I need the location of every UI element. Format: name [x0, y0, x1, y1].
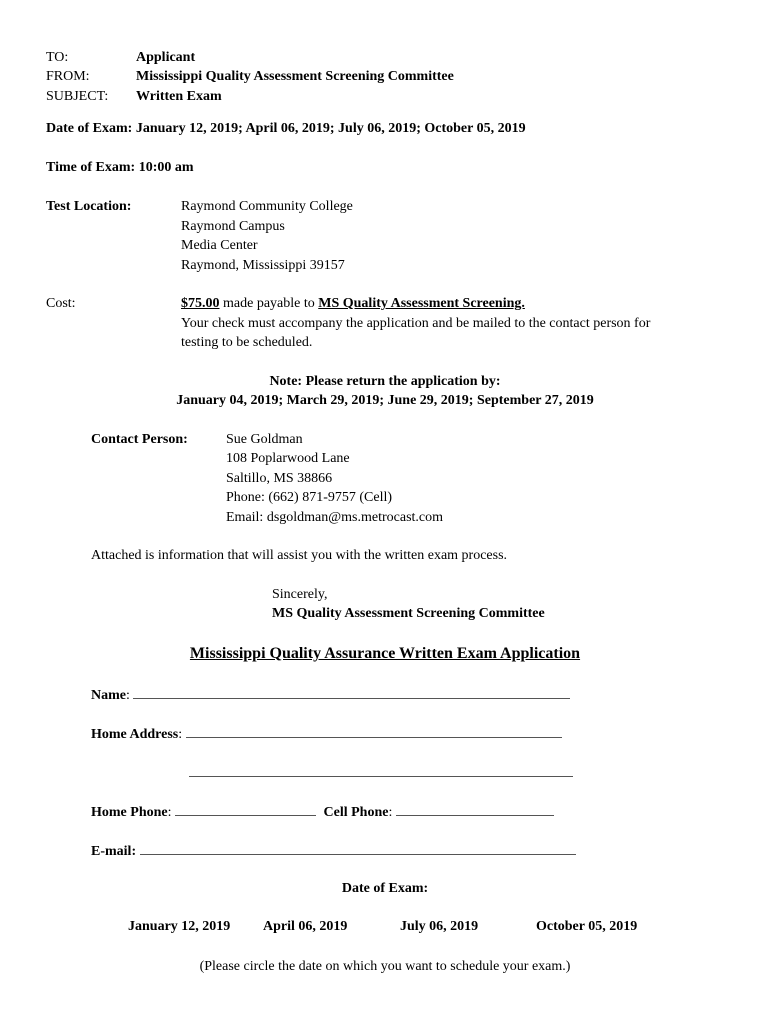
address-field-line-2[interactable]: [189, 763, 573, 777]
home-phone-field[interactable]: [175, 802, 316, 816]
email-field[interactable]: [140, 841, 576, 855]
address-field[interactable]: [186, 724, 562, 738]
contact-line: Phone: (662) 871-9757 (Cell): [226, 490, 393, 505]
cost-payee: MS Quality Assessment Screening.: [318, 296, 525, 311]
note-line-1: Note: Please return the application by:: [269, 374, 501, 389]
cost-line-2: Your check must accompany the application and be mailed to the contact person for: [181, 316, 651, 331]
cell-phone-label: Cell Phone: [323, 805, 389, 820]
date-option-april[interactable]: April 06, 2019: [263, 919, 348, 934]
signer: MS Quality Assessment Screening Committee: [272, 606, 545, 621]
cost-line: [181, 295, 525, 312]
location-line: Raymond, Mississippi 39157: [181, 258, 345, 273]
date-option-january[interactable]: January 12, 2019: [128, 919, 231, 934]
name-label: Name: [91, 688, 126, 703]
form-title: Mississippi Quality Assurance Written Exam Application: [189, 645, 581, 662]
exam-time-value: 10:00 am: [138, 160, 194, 175]
subject-value: Written Exam: [136, 89, 222, 104]
exam-dates: January 12, 2019; April 06, 2019; July 06, 2019; October 05, 2019: [135, 121, 526, 136]
exam-dates-line: [46, 120, 526, 137]
exam-time-label: Time of Exam:: [46, 160, 136, 175]
cost-line-3: testing to be scheduled.: [181, 335, 313, 350]
from-value: Mississippi Quality Assessment Screening Committee: [136, 69, 454, 84]
location-line: Raymond Campus: [181, 219, 285, 234]
home-phone-label: Home Phone: [91, 805, 168, 820]
to-label: TO:: [46, 50, 69, 65]
address-label: Home Address: [91, 727, 179, 742]
contact-line: 108 Poplarwood Lane: [226, 451, 350, 466]
from-label: FROM:: [46, 69, 90, 84]
date-option-october[interactable]: October 05, 2019: [536, 919, 638, 934]
contact-label: Contact Person:: [91, 432, 188, 447]
name-row: Name:: [91, 685, 570, 704]
name-field[interactable]: [133, 685, 570, 699]
location-label: Test Location:: [46, 199, 132, 214]
date-option-july[interactable]: July 06, 2019: [400, 919, 479, 934]
contact-line: Sue Goldman: [226, 432, 303, 447]
attached-text: Attached is information that will assist you with the written exam process.: [91, 548, 508, 563]
cost-label: Cost:: [46, 296, 76, 311]
email-row: [91, 841, 576, 860]
closing: Sincerely,: [272, 587, 328, 602]
subject-label: SUBJECT:: [46, 89, 109, 104]
address-row-2: [189, 763, 573, 782]
contact-line: Saltillo, MS 38866: [226, 471, 333, 486]
phone-row: Home Phone: Cell Phone:: [91, 802, 554, 821]
to-value: Applicant: [136, 50, 196, 65]
cell-phone-field[interactable]: [396, 802, 554, 816]
exam-time-line: [46, 159, 194, 176]
location-line: Raymond Community College: [181, 199, 353, 214]
address-row: Home Address:: [91, 724, 562, 743]
contact-email: Email: dsgoldman@ms.metrocast.com: [226, 510, 444, 525]
cost-payable-text: made payable to: [223, 296, 315, 311]
cost-amount: $75.00: [181, 296, 220, 311]
location-line: Media Center: [181, 238, 258, 253]
exam-date-label: Date of Exam:: [46, 121, 133, 136]
email-label: E-mail:: [91, 844, 137, 859]
circle-instruction: (Please circle the date on which you want to schedule your exam.): [199, 959, 571, 974]
date-of-exam-label: Date of Exam:: [341, 881, 429, 896]
note-line-2: January 04, 2019; March 29, 2019; June 29, 2019; September 27, 2019: [176, 393, 594, 408]
